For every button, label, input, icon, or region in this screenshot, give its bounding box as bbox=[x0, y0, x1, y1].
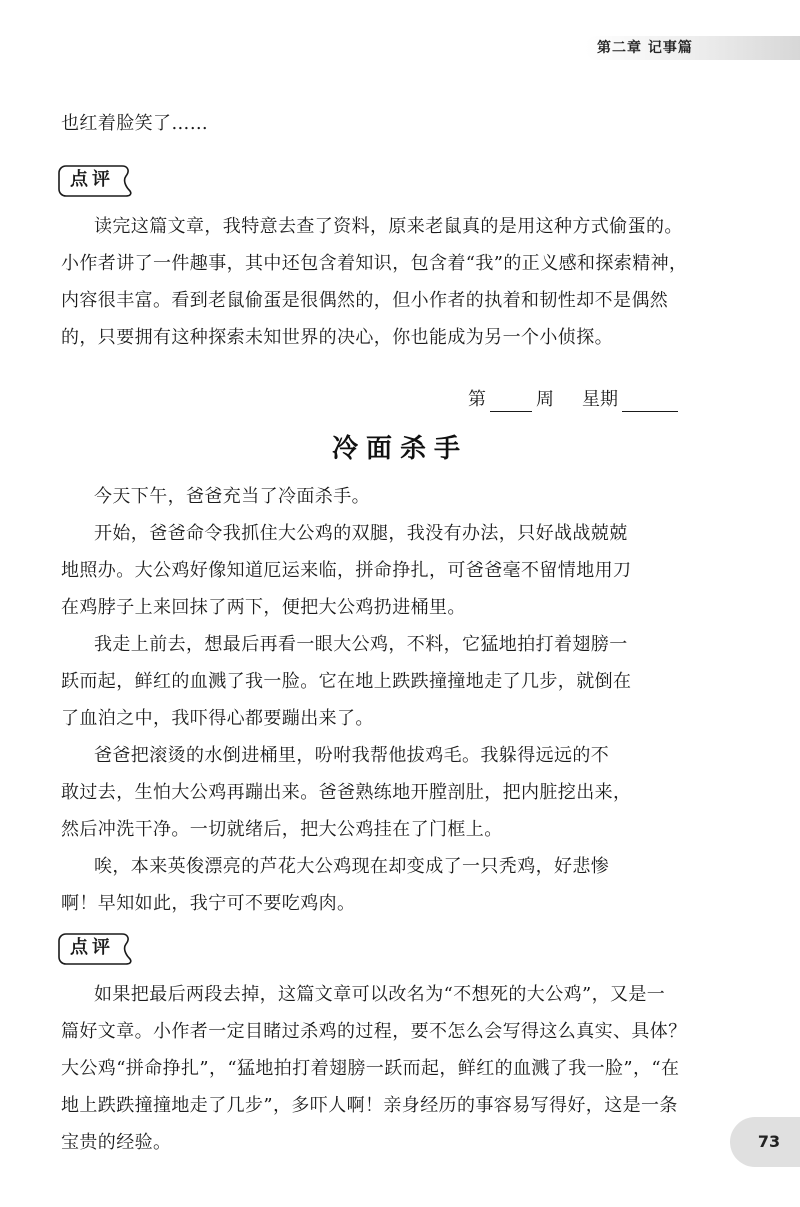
comment-label-text: 点评 bbox=[70, 169, 114, 190]
comment-two-line: 篇好文章。小作者一定目睹过杀鸡的过程，要不怎么会写得这么真实、具体？ bbox=[61, 1021, 687, 1042]
week-day-line bbox=[468, 386, 678, 412]
story-line: 地照办。大公鸡好像知道厄运来临，拼命挣扎，可爸爸毫不留情地用刀 bbox=[61, 560, 632, 581]
comment-two-line: 地上跌跌撞撞地走了几步”，多吓人啊！亲身经历的事容易写得好，这是一条 bbox=[61, 1095, 678, 1116]
story-title: 冷面杀手 bbox=[331, 434, 468, 464]
week-suffix: 周 bbox=[536, 389, 554, 410]
comment-one-line: 小作者讲了一件趣事，其中还包含着知识，包含着“我”的正义感和探索精神， bbox=[61, 253, 688, 274]
story-line: 啊！早知如此，我宁可不要吃鸡肉。 bbox=[61, 893, 356, 914]
comment-two-line: 如果把最后两段去掉，这篇文章可以改名为“不想死的大公鸡”，又是一 bbox=[94, 984, 666, 1005]
weekday-blank bbox=[622, 393, 678, 412]
story-line: 跃而起，鲜红的血溅了我一脸。它在地上跌跌撞撞地走了几步，就倒在 bbox=[61, 671, 632, 692]
comment-one-line: 的，只要拥有这种探索未知世界的决心，你也能成为另一个小侦探。 bbox=[61, 327, 613, 348]
story-line: 了血泊之中，我吓得心都要蹦出来了。 bbox=[61, 708, 374, 729]
continuation-line: 也红着脸笑了…… bbox=[61, 113, 209, 134]
story-line: 敢过去，生怕大公鸡再蹦出来。爸爸熟练地开膛剖肚，把内脏挖出来， bbox=[61, 782, 632, 803]
comment-two-line: 宝贵的经验。 bbox=[61, 1132, 172, 1153]
story-line: 爸爸把滚烫的水倒进桶里，吩咐我帮他拔鸡毛。我躲得远远的不 bbox=[94, 745, 610, 766]
story-line: 今天下午，爸爸充当了冷面杀手。 bbox=[94, 486, 370, 507]
comment-one-line: 内容很丰富。看到老鼠偷蛋是很偶然的，但小作者的执着和韧性却不是偶然 bbox=[61, 290, 669, 311]
week-prefix: 第 bbox=[468, 389, 486, 410]
chapter-title: 第二章 记事篇 bbox=[597, 40, 693, 56]
comment-label-box bbox=[58, 165, 136, 195]
story-line: 我走上前去，想最后再看一眼大公鸡，不料，它猛地拍打着翅膀一 bbox=[94, 634, 628, 655]
weekday-label: 星期 bbox=[582, 389, 618, 410]
comment-label-box bbox=[58, 933, 136, 963]
story-line: 在鸡脖子上来回抹了两下，便把大公鸡扔进桶里。 bbox=[61, 597, 466, 618]
story-line: 开始，爸爸命令我抓住大公鸡的双腿，我没有办法，只好战战兢兢 bbox=[94, 523, 628, 544]
comment-one-line: 读完这篇文章，我特意去查了资料，原来老鼠真的是用这种方式偷蛋的。 bbox=[94, 216, 683, 237]
comment-label-text: 点评 bbox=[70, 937, 114, 958]
comment-two-line: 大公鸡“拼命挣扎”，“猛地拍打着翅膀一跃而起，鲜红的血溅了我一脸”，“在 bbox=[61, 1058, 680, 1079]
story-line: 然后冲洗干净。一切就绪后，把大公鸡挂在了门框上。 bbox=[61, 819, 503, 840]
story-line: 唉，本来英俊漂亮的芦花大公鸡现在却变成了一只秃鸡，好悲惨 bbox=[94, 856, 610, 877]
week-number-blank bbox=[490, 393, 532, 412]
page-number: 73 bbox=[757, 1132, 781, 1151]
